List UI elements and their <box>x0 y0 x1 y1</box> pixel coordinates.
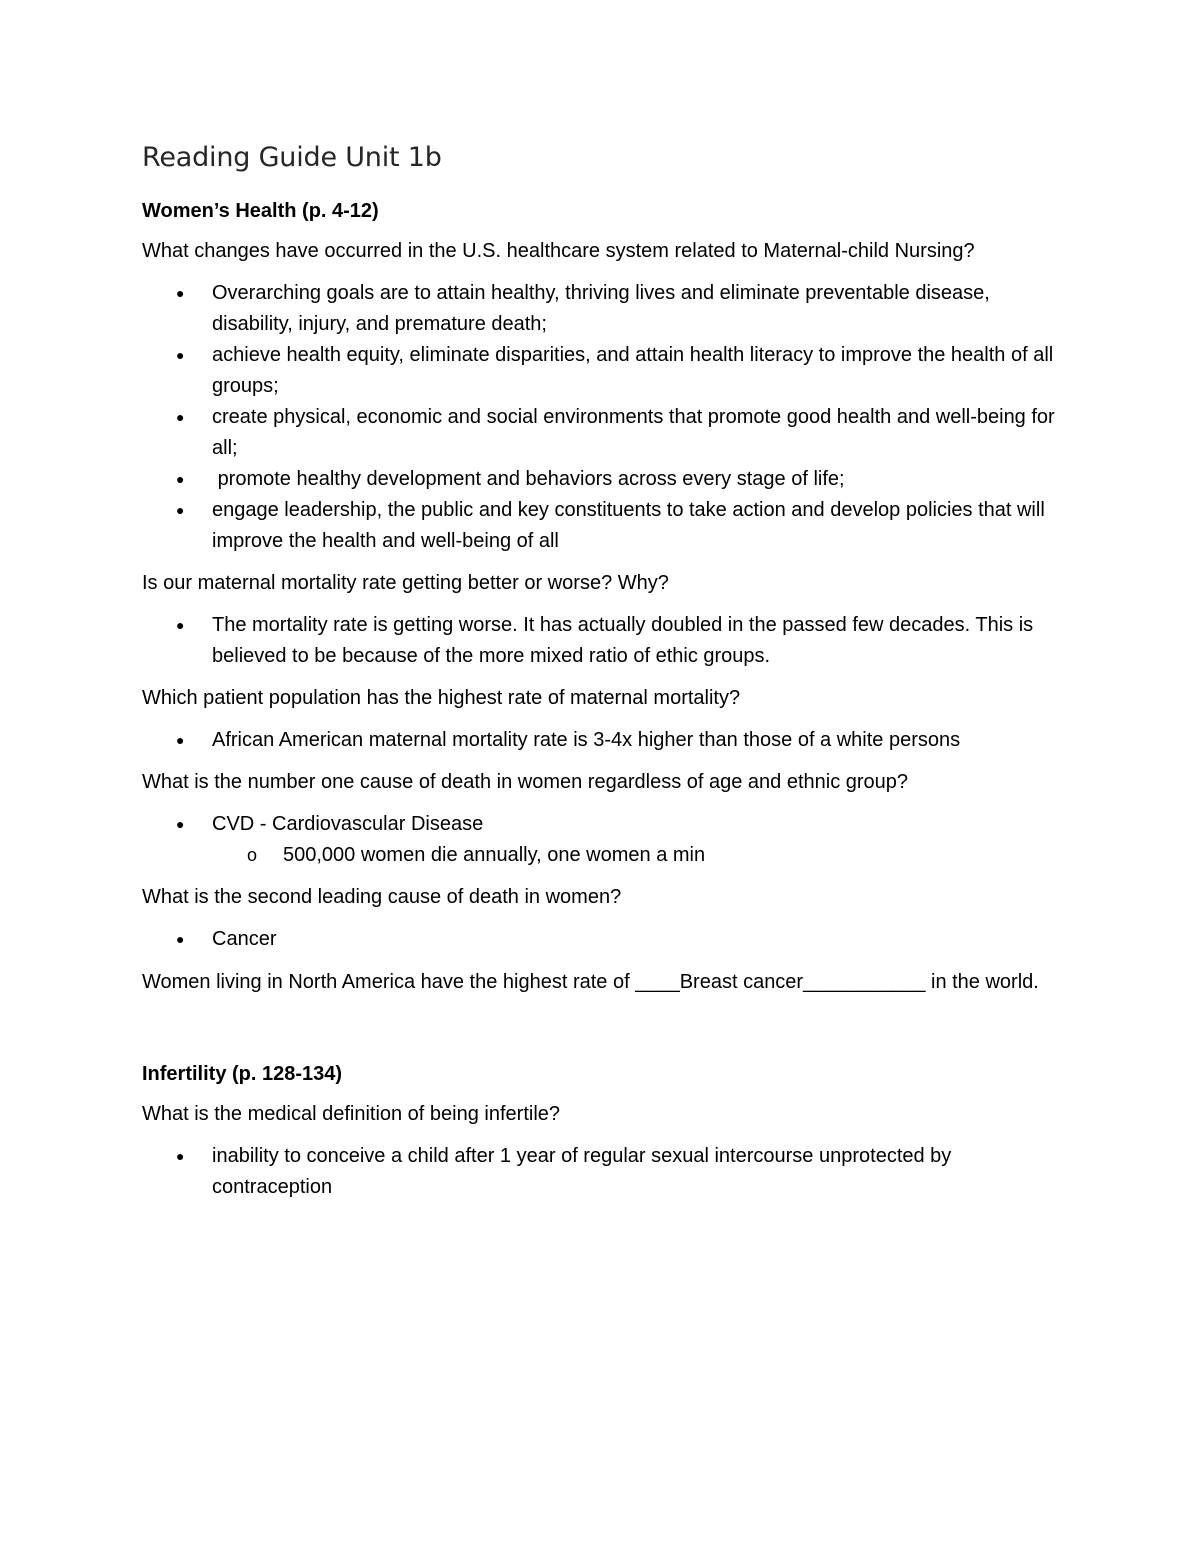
bullet-icon: ● <box>176 617 185 634</box>
sub-answer-list <box>142 840 1062 871</box>
question-infertility-definition: What is the medical definition of being infertile? <box>142 1103 561 1126</box>
question-highest-mortality-population: Which patient population has the highest rate of maternal mortality? <box>142 687 741 710</box>
bullet-icon: ● <box>176 471 185 488</box>
bullet-icon: ● <box>176 1148 185 1165</box>
answer-text: Cancer <box>212 928 277 951</box>
answer-item <box>142 610 1062 672</box>
answer-item <box>142 278 1062 340</box>
answer-text: create physical, economic and social environments that promote good health and well-being for all; <box>212 406 1055 460</box>
question-second-cause-of-death: What is the second leading cause of death in women? <box>142 886 622 909</box>
section-spacer <box>142 1010 1062 1060</box>
answer-list-infertility-definition <box>142 1141 1062 1203</box>
answer-item <box>142 464 1062 495</box>
answer-list-second-cause-of-death <box>142 924 1062 955</box>
bullet-icon: ● <box>176 347 185 364</box>
answer-item <box>142 340 1062 402</box>
document-content <box>142 140 1062 1215</box>
answer-list-maternal-mortality-trend <box>142 610 1062 672</box>
answer-text: achieve health equity, eliminate disparities, and attain health literacy to improve the health of all groups; <box>212 344 1054 398</box>
section-heading-infertility: Infertility (p. 128-134) <box>142 1063 343 1086</box>
question-maternal-mortality-trend: Is our maternal mortality rate getting better or worse? Why? <box>142 572 669 595</box>
answer-text: The mortality rate is getting worse. It has actually doubled in the passed few decades. This is believed to be because of the more mixed ratio of ethic groups. <box>212 614 1034 668</box>
bullet-icon: ● <box>176 816 185 833</box>
answer-item <box>142 1141 1062 1203</box>
answer-text: CVD - Cardiovascular Disease <box>212 813 484 836</box>
answer-list-highest-mortality-population <box>142 725 1062 756</box>
sub-answer-item <box>142 840 1062 871</box>
bullet-icon: ● <box>176 502 185 519</box>
section-heading-womens-health: Women’s Health (p. 4-12) <box>142 200 379 223</box>
bullet-icon: ● <box>176 931 185 948</box>
bullet-icon: ● <box>176 409 185 426</box>
answer-text: African American maternal mortality rate is 3-4x higher than those of a white persons <box>212 729 961 752</box>
fill-in-statement: Women living in North America have the highest rate of ____Breast cancer___________ in the world. <box>142 971 1039 994</box>
question-leading-cause-of-death: What is the number one cause of death in women regardless of age and ethnic group? <box>142 771 909 794</box>
answer-item <box>142 495 1062 557</box>
question-healthcare-changes: What changes have occurred in the U.S. healthcare system related to Maternal-child Nursing? <box>142 240 975 263</box>
answer-text: inability to conceive a child after 1 year of regular sexual intercourse unprotected by contraception <box>212 1145 952 1199</box>
answer-list-healthcare-changes <box>142 278 1062 557</box>
answer-item <box>142 809 1062 871</box>
document-title: Reading Guide Unit 1b <box>142 142 442 173</box>
answer-item <box>142 402 1062 464</box>
bullet-icon: ● <box>176 732 185 749</box>
bullet-icon: ● <box>176 285 185 302</box>
sub-answer-text: 500,000 women die annually, one women a min <box>283 844 706 867</box>
answer-list-leading-cause-of-death <box>142 809 1062 871</box>
answer-text: promote healthy development and behaviors across every stage of life; <box>212 468 845 491</box>
answer-text: Overarching goals are to attain healthy, thriving lives and eliminate preventable disease, disability, injury, and premature death; <box>212 282 990 336</box>
answer-text: engage leadership, the public and key constituents to take action and develop policies that will improve the health and well-being of all <box>212 499 1045 553</box>
hollow-bullet-icon: o <box>247 845 258 866</box>
answer-item <box>142 924 1062 955</box>
answer-item <box>142 725 1062 756</box>
